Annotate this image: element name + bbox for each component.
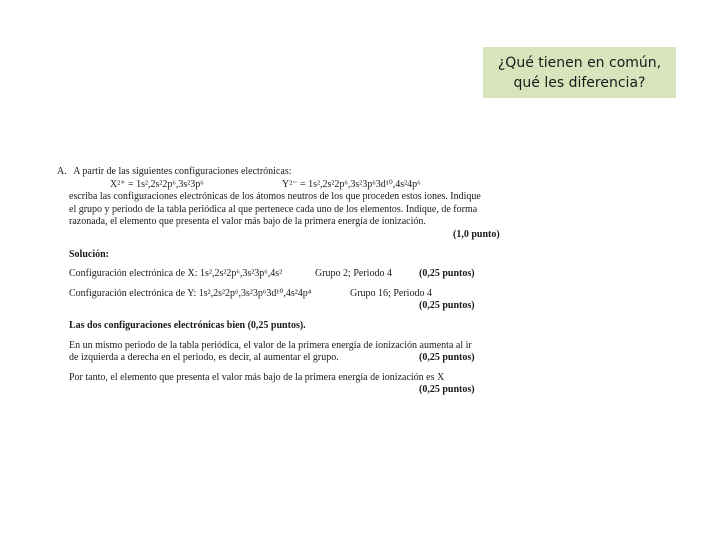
ionization-text-1: En un mismo periodo de la tabla periódica, el valor de la primera energía de ionización aumenta al ir — [69, 339, 472, 351]
conclusion-points: (0,25 puntos) — [419, 384, 475, 396]
x-group: Grupo 2; Periodo 4 — [315, 268, 392, 280]
y-config-line — [57, 288, 512, 301]
problem-points: (1,0 punto) — [453, 228, 500, 240]
ionization-points: (0,25 puntos) — [419, 352, 475, 364]
solution-heading: Solución: — [69, 248, 110, 260]
problem-text-1: escriba las configuraciones electrónicas de los átomos neutros de los que proceden estos iones. Indique — [69, 191, 481, 203]
problem-text-2: el grupo y periodo de la tabla periódica al que pertenece cada uno de los elementos. Indique, de forma — [69, 203, 478, 215]
ionization-text-2: de izquierda a derecha en el periodo, es decir, al aumentar el grupo. — [69, 352, 339, 364]
y-points: (0,25 puntos) — [419, 300, 475, 312]
problem-intro: A partir de las siguientes configuraciones electrónicas: — [73, 166, 292, 177]
y-config: Configuración electrónica de Y: 1s²,2s²2p⁶,3s²3p⁶3d¹⁰,4s²4p⁴ — [69, 287, 312, 299]
x-config: Configuración electrónica de X: 1s²,2s²2p⁶,3s²3p⁶,4s² — [69, 268, 283, 280]
y-group: Grupo 16; Periodo 4 — [350, 287, 432, 299]
both-configs-points: Las dos configuraciones electrónicas bien (0,25 puntos). — [69, 319, 306, 331]
conclusion-text: Por tanto, el elemento que presenta el valor más bajo de la primera energía de ionización es X — [69, 371, 445, 383]
question-callout — [483, 47, 676, 98]
x-points: (0,25 puntos) — [419, 268, 475, 280]
callout-line-1: ¿Qué tienen en común, — [497, 55, 662, 71]
ionization-line-2 — [57, 352, 512, 365]
problem-intro-line — [57, 166, 512, 179]
formula-x: X²⁺ = 1s²,2s²2p⁶,3s²3p⁶ — [110, 178, 204, 190]
problem-text-3: razonada, el elemento que presenta el valor más bajo de la primera energía de ionización. — [69, 216, 426, 228]
callout-line-2: qué les diferencia? — [513, 75, 646, 91]
formula-y: Y²⁻ = 1s²,2s²2p⁶,3s²3p⁶3d¹⁰,4s²4p⁶ — [282, 178, 421, 190]
problem-letter: A. — [57, 166, 67, 177]
ion-formulas — [57, 179, 512, 192]
exam-document — [57, 166, 512, 397]
x-config-line — [57, 268, 512, 281]
